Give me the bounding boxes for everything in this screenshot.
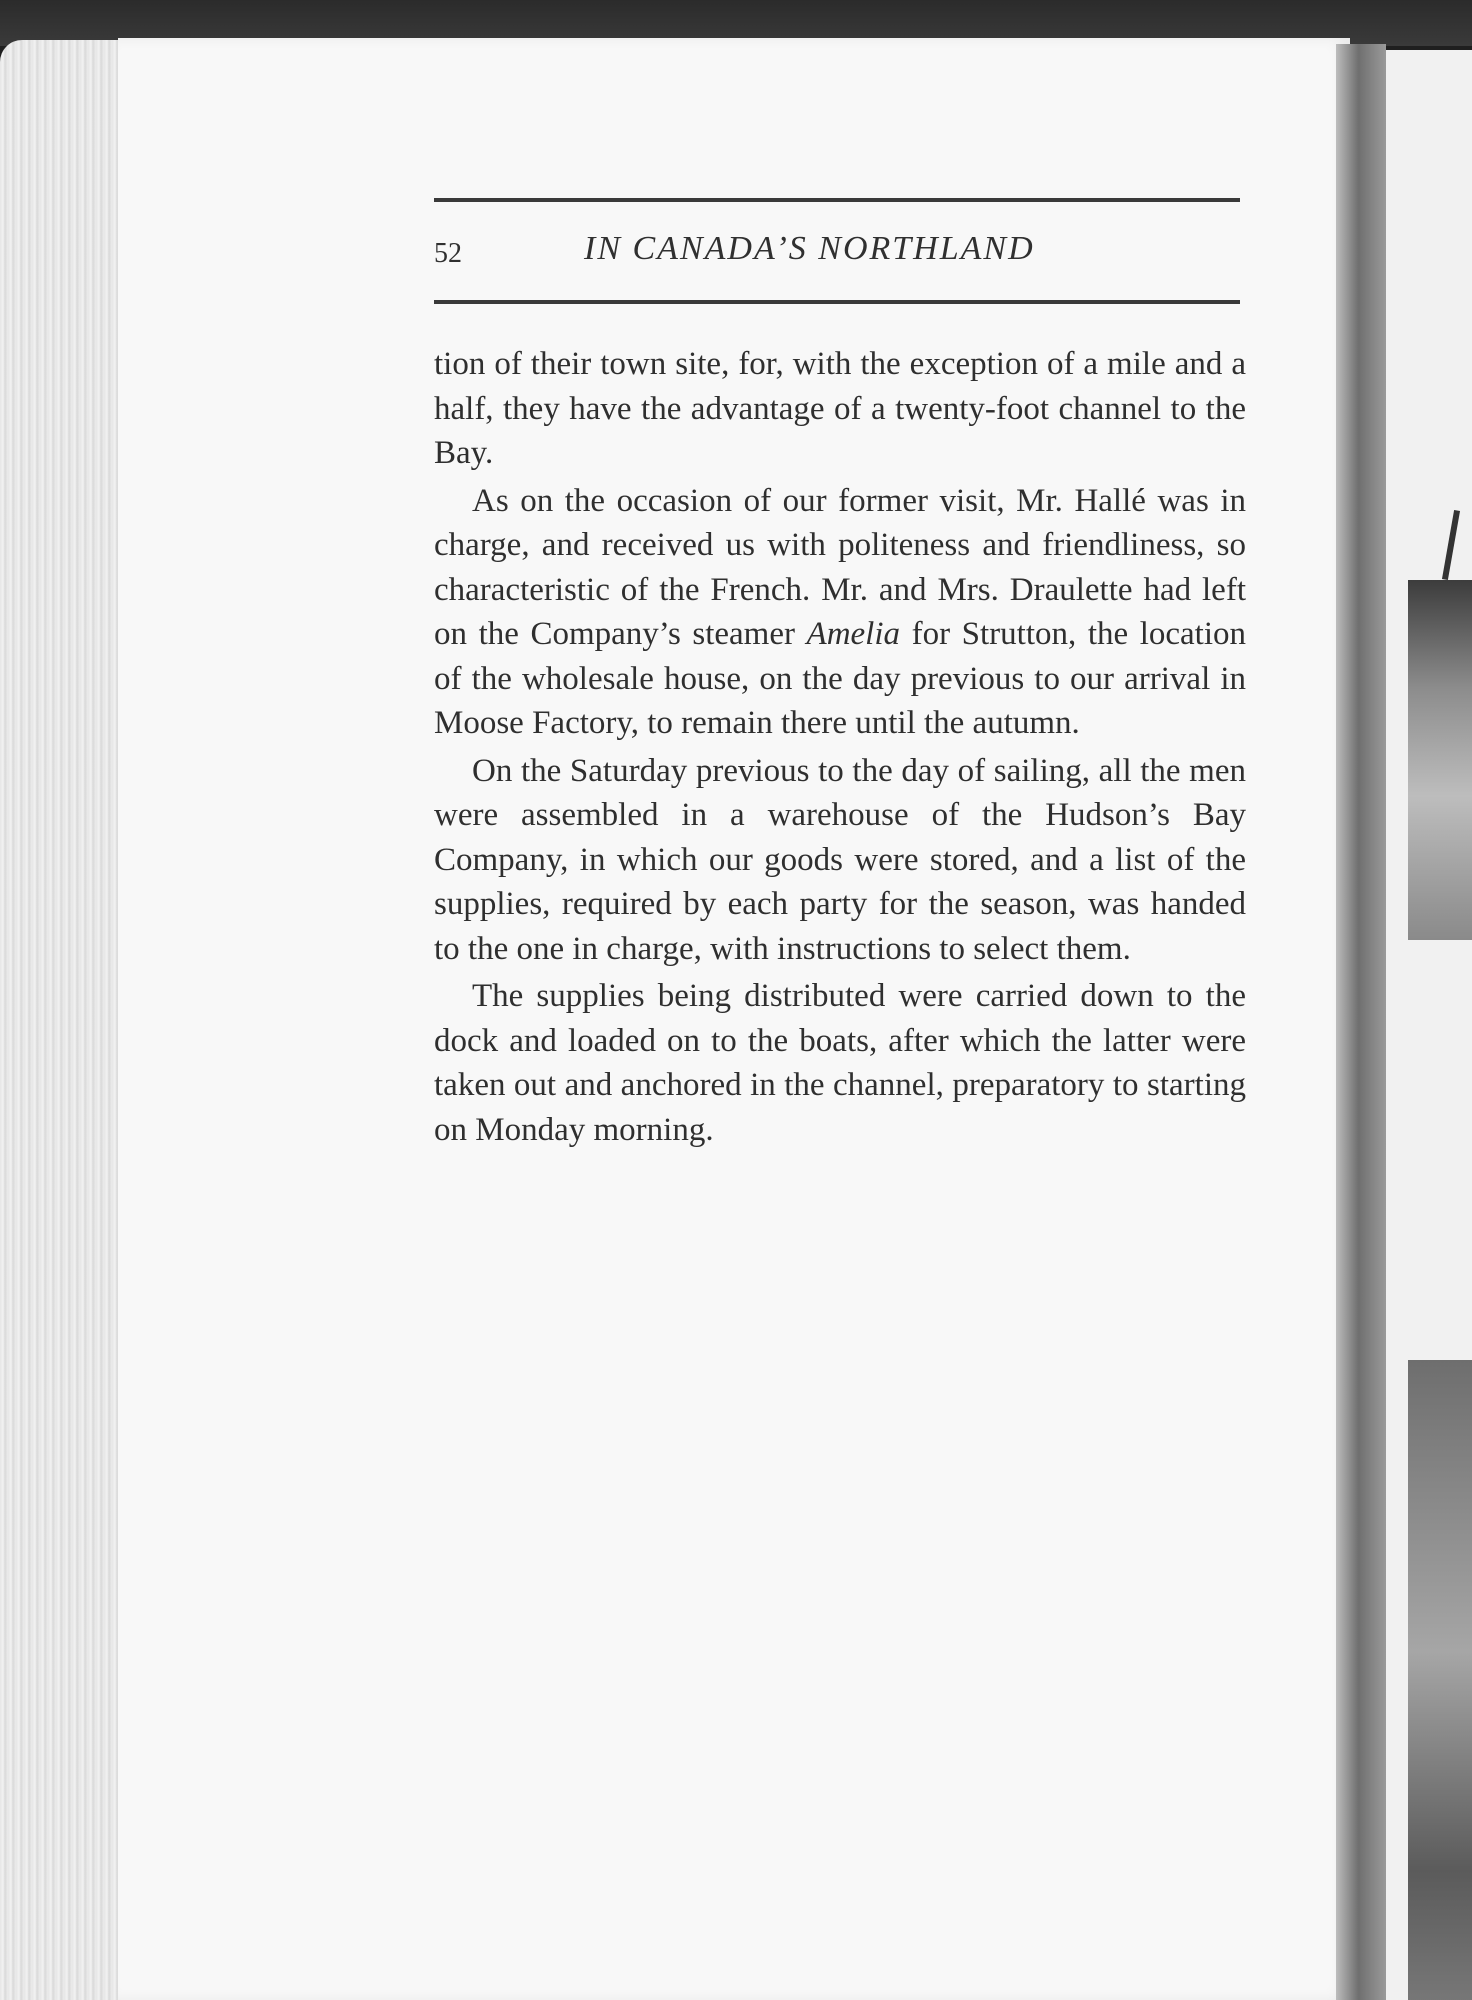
book-gutter — [1336, 44, 1386, 2000]
paragraph-halle — [434, 479, 1246, 746]
header-rule-bottom — [434, 300, 1240, 304]
facing-page-illustration-top — [1408, 580, 1472, 940]
paragraph-saturday: On the Saturday previous to the day of sailing, all the men were assembled in a warehouse of the Hudson’s Bay Company, in which our goods were stored, and a list of the supplies, required by each party for the season, was handed to the one in charge, with instructions to select them. — [434, 752, 1246, 967]
facing-page-mark — [1442, 510, 1460, 580]
header-rule-top — [434, 198, 1240, 202]
facing-page-illustration-bottom — [1408, 1360, 1472, 2000]
paragraph-continuation: tion of their town site, for, with the exception of a mile and a half, they have the advantage of a twenty-foot channel to the Bay. — [434, 346, 1246, 471]
steamer-name: Amelia — [806, 616, 901, 652]
paragraph-halle-text-b: for Strutton, the location of the wholesale house, on the day previous to our arrival in Moose Factory, to remain there until the autumn. — [434, 616, 1246, 741]
facing-page — [1386, 50, 1472, 2000]
page-body — [434, 342, 1246, 1155]
page-header — [434, 230, 1240, 284]
paragraph-halle-text-a: As on the occasion of our former visit, Mr. Hallé was in charge, and received us with politeness and friendliness, so characteristic of the French. Mr. and Mrs. Draulette had left on the Company’s steamer — [434, 482, 1246, 652]
paragraph-supplies: The supplies being distributed were carried down to the dock and loaded on to the boats, after which the latter were taken out and anchored in the channel, preparatory to starting on Monday morning. — [434, 978, 1246, 1148]
page-edges — [0, 40, 130, 2000]
running-head: IN CANADA’S NORTHLAND — [584, 230, 1035, 267]
page-number: 52 — [434, 238, 462, 269]
